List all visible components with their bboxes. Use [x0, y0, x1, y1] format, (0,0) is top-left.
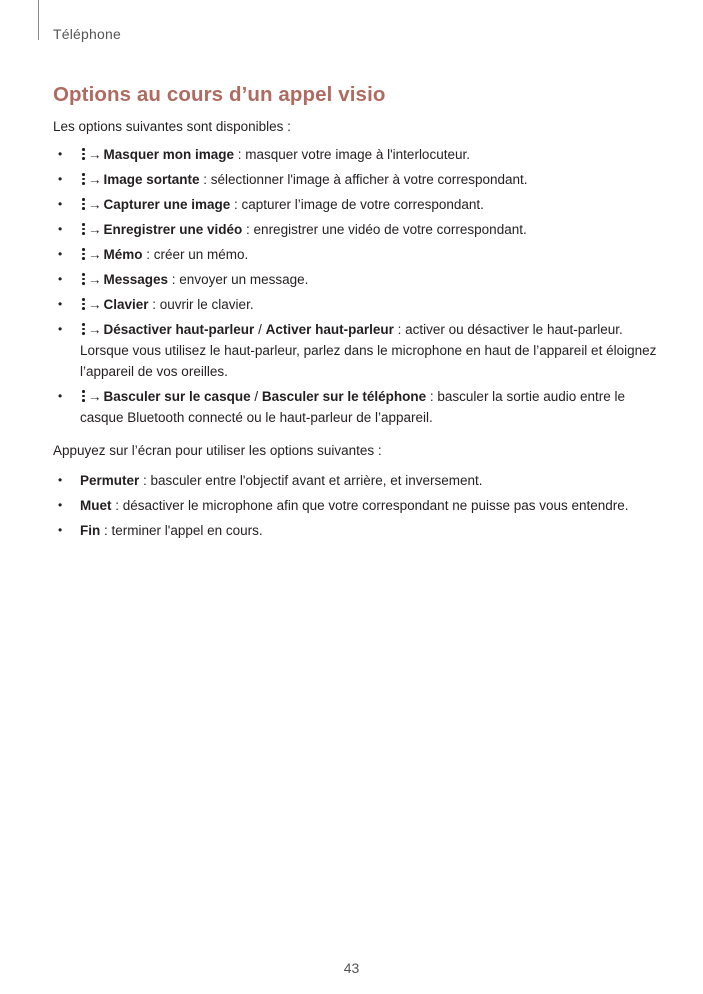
list-item [53, 319, 663, 382]
list-item [53, 386, 663, 428]
bullet: • [58, 222, 63, 236]
arrow-icon: → [88, 322, 102, 337]
option-description: : enregistrer une vidéo de votre correspondant. [242, 222, 527, 237]
arrow-icon: → [88, 147, 102, 162]
bullet: • [58, 389, 63, 403]
option-name: Clavier [103, 297, 149, 312]
screen-option-list [53, 470, 663, 541]
arrow-icon: → [88, 197, 102, 212]
page-number: 43 [343, 960, 360, 976]
more-options-icon [80, 322, 86, 336]
arrow-icon: → [88, 297, 102, 312]
option-separator: / [250, 389, 262, 404]
bullet: • [58, 523, 63, 537]
more-options-icon [80, 222, 86, 236]
header-divider [38, 0, 39, 40]
more-options-icon [80, 247, 86, 261]
list-item [53, 520, 663, 541]
more-options-icon [80, 272, 86, 286]
option-name: Messages [103, 272, 169, 287]
option-name: Muet [80, 498, 112, 513]
option-name: Mémo [103, 247, 143, 262]
option-description: : masquer votre image à l'interlocuteur. [234, 147, 470, 162]
list-item [53, 294, 663, 315]
list-item [53, 194, 663, 215]
option-separator: / [254, 322, 266, 337]
bullet: • [58, 272, 63, 286]
bullet: • [58, 172, 63, 186]
intro-text: Les options suivantes sont disponibles : [53, 119, 291, 134]
more-options-icon [80, 389, 86, 403]
arrow-icon: → [88, 272, 102, 287]
list-item [53, 269, 663, 290]
arrow-icon: → [88, 389, 102, 404]
list-item [53, 244, 663, 265]
bullet: • [58, 197, 63, 211]
bullet: • [58, 297, 63, 311]
list-item [53, 144, 663, 165]
option-list [53, 144, 663, 428]
bullet: • [58, 322, 63, 336]
option-name-alt: Basculer sur le téléphone [261, 389, 427, 404]
more-options-icon [80, 197, 86, 211]
bullet: • [58, 247, 63, 261]
bullet: • [58, 498, 63, 512]
list-item [53, 470, 663, 491]
option-name: Fin [80, 523, 101, 538]
option-description: : activer ou désactiver le haut-parleur. Lorsque vous utilisez le haut-parleur, parlez dans le microphone en haut de l’appareil et éloignez l’appareil de vos oreilles. [80, 322, 657, 379]
option-description: : désactiver le microphone afin que votre correspondant ne puisse pas vous entendre. [111, 498, 629, 513]
option-name-alt: Activer haut-parleur [265, 322, 394, 337]
option-name: Capturer une image [103, 197, 231, 212]
option-description: : créer un mémo. [142, 247, 249, 262]
screen-options-intro: Appuyez sur l’écran pour utiliser les options suivantes : [53, 443, 382, 458]
arrow-icon: → [88, 247, 102, 262]
option-name: Masquer mon image [103, 147, 235, 162]
more-options-icon [80, 297, 86, 311]
main-content [53, 118, 663, 545]
option-description: : basculer entre l'objectif avant et arrière, et inversement. [139, 473, 483, 488]
option-name: Enregistrer une vidéo [103, 222, 243, 237]
section-header: Téléphone [53, 26, 121, 42]
bullet: • [58, 473, 63, 487]
option-description: : envoyer un message. [168, 272, 309, 287]
list-item [53, 495, 663, 516]
list-item [53, 219, 663, 240]
arrow-icon: → [88, 222, 102, 237]
option-name: Permuter [80, 473, 140, 488]
option-description: : basculer la sortie audio entre le casque Bluetooth connecté ou le haut-parleur de l’appareil. [80, 389, 626, 425]
more-options-icon [80, 147, 86, 161]
option-name: Image sortante [103, 172, 200, 187]
page-title: Options au cours d’un appel visio [53, 83, 386, 106]
bullet: • [58, 147, 63, 161]
option-description: : sélectionner l'image à afficher à votre correspondant. [199, 172, 528, 187]
option-description: : capturer l’image de votre correspondant. [230, 197, 484, 212]
arrow-icon: → [88, 172, 102, 187]
list-item [53, 169, 663, 190]
option-name: Désactiver haut-parleur [103, 322, 255, 337]
option-description: : ouvrir le clavier. [148, 297, 254, 312]
option-description: : terminer l'appel en cours. [100, 523, 263, 538]
option-name: Basculer sur le casque [103, 389, 251, 404]
more-options-icon [80, 172, 86, 186]
